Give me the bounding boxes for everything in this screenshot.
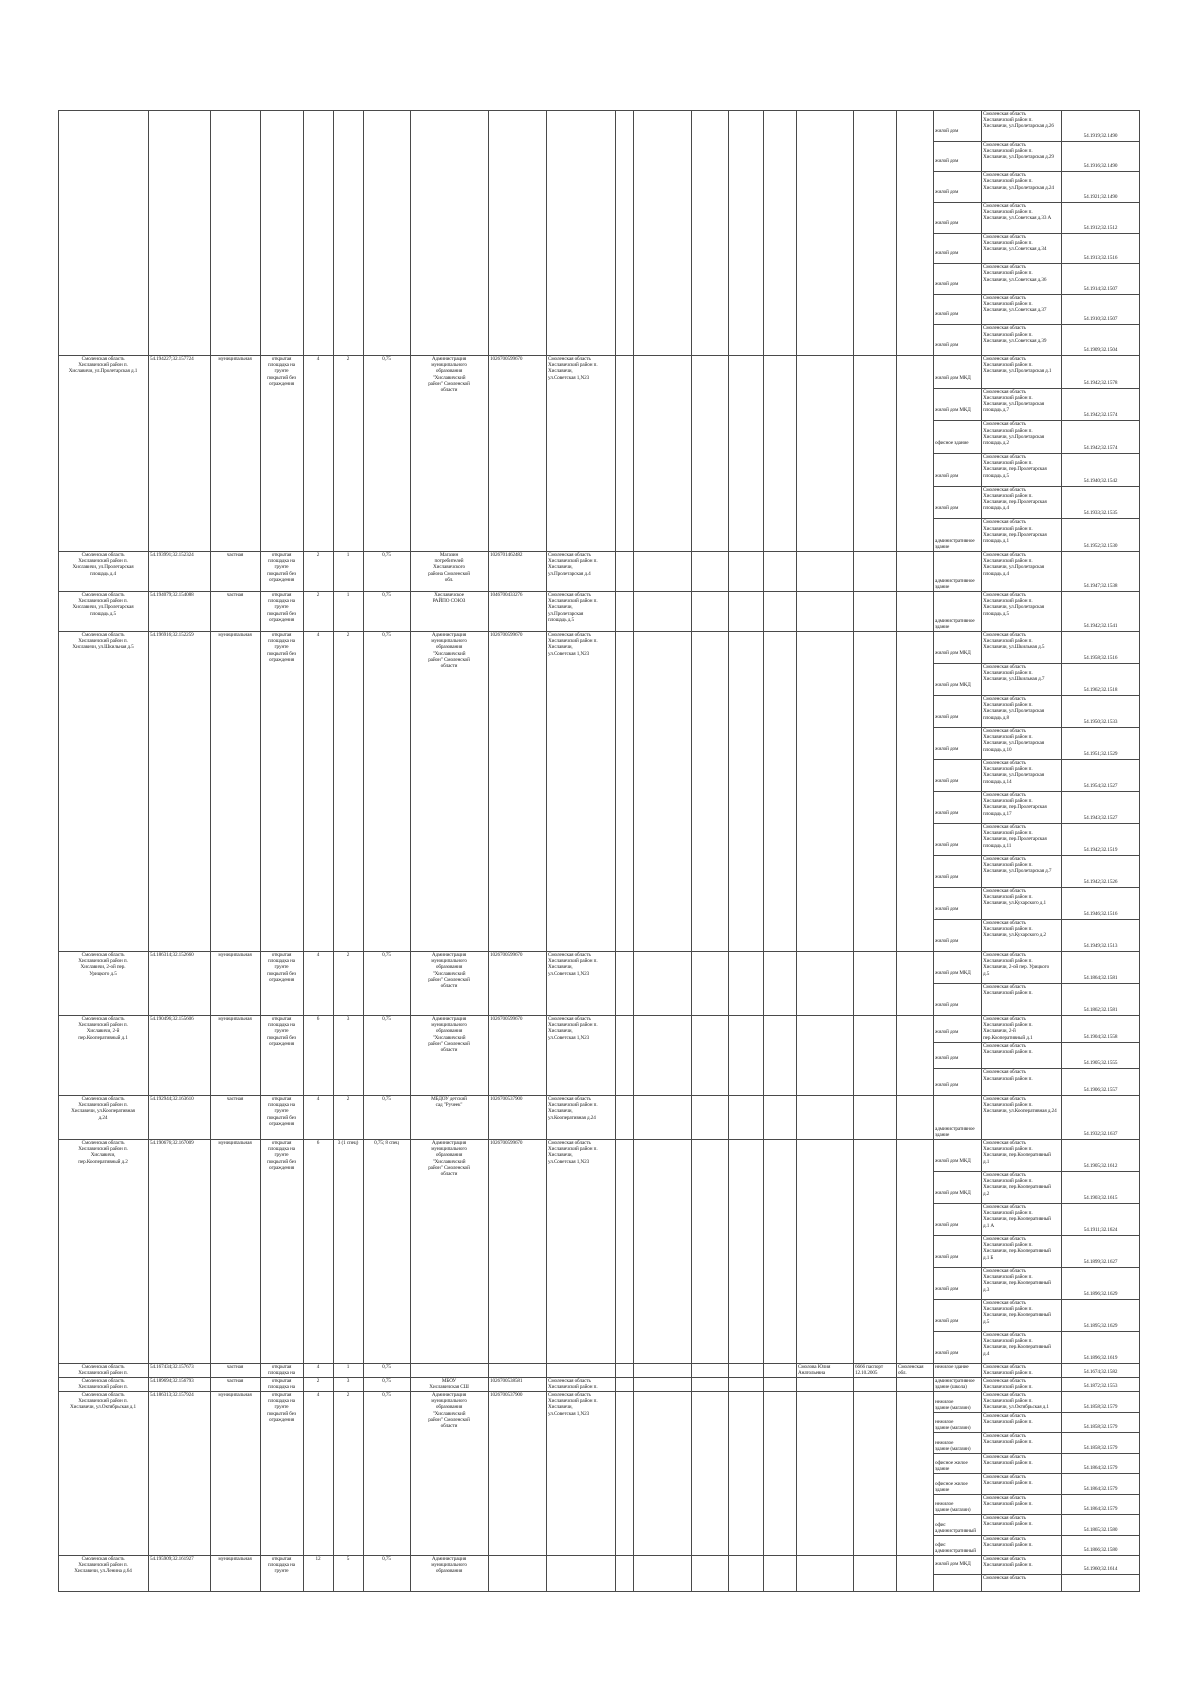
cell-ownership: муниципальная [218,1556,252,1562]
cell-building-coords: 54.1864;32.1579 [1083,1506,1118,1512]
cell-owner-ogrn: 1026700538581 [490,1378,523,1384]
cell-building-type: жилой дом [935,874,959,880]
column-divider [796,110,797,1592]
cell-ownership: муниципальная [218,1140,252,1146]
cell-volume: 0,75 [382,1556,391,1562]
cell-owner-ogrn: 1026700599670 [490,1140,523,1146]
cell-volume: 0,75 [382,1378,391,1384]
cell-location: Смоленская область Хиславичский район п. [78,1378,128,1390]
cell-building-coords: 54.1864;32.1579 [1083,1485,1118,1492]
cell-surface: открытая площадка на грунте покрытий без ограждения [267,1140,296,1171]
cell-location: Смоленская область Хиславичский район п. Хиславичи, ул.Шкильная д.5 [72,632,134,651]
cell-building-coords: 54.1899;32.1627 [1083,1259,1118,1265]
cell-building-address: Смоленская область Хиславичский район п. Хиславичи, 2-ой пер. Урицкого д.5 [983,952,1050,977]
cell-building-coords: 54.1905;32.1612 [1083,1163,1118,1169]
cell-location: Смоленская область Хиславичский район п. Хиславичи, пер.Кооперативный д.2 [78,1140,128,1165]
cell-building-type: административное здание [935,538,975,550]
cell-building-coords: 54.1858;32.1579 [1083,1444,1118,1451]
cell-building-address: Смоленская область Хиславичский район п. [983,1069,1033,1082]
cell-building-coords: 54.1911;32.1624 [1083,1227,1118,1233]
cell-building-address: Смоленская область Хиславичский район п. [983,1474,1033,1487]
cell-owner-name: Администрация муниципального образования "Хиславичский район" Смоленской области [428,1016,470,1054]
cell-building-address: Смоленская область Хиславичский район п. [983,1042,1033,1055]
cell-containers-planned: 1 [346,552,350,558]
cell-area: 6 [316,1016,320,1022]
cell-surface: открытая площадка на грунте [268,1556,295,1575]
cell-owner-ogrn: 1026700537900 [490,1096,523,1102]
cell-building-coords: 54.1858;32.1579 [1083,1403,1118,1410]
cell-building-coords: 54.1896;32.1629 [1083,1291,1118,1297]
cell-area: 4 [316,1392,320,1398]
cell-building-type: жилой дом МКД [935,1158,971,1164]
cell-building-coords: 54.1951;32.1529 [1083,751,1118,757]
cell-building-address: Смоленская область Хиславичский район п. Хиславичи, ул.Советская д.39 [983,325,1047,344]
cell-surface: открытая площадка на грунте покрытий без ограждения [267,1096,296,1127]
column-divider [488,110,489,1592]
cell-building-address: Смоленская область Хиславичский район п. Хиславичи, ул.Пролетарская площадь д.10 [983,728,1044,753]
cell-building-type: жилой дом [935,1318,959,1324]
cell-building-type: офис административный [935,1542,976,1554]
cell-coords: 54.194227;32.157724 [150,356,194,362]
cell-owner-address: Смоленская область Хиславичский район п. Хиславичи, ул.Пролетарская д.4 [548,552,598,577]
cell-owner-address: Смоленская область Хиславичский район п. Хиславичи, ул.Советская 1,N23 [548,952,598,977]
cell-building-address: Смоленская область Хиславичский район п. Хиславичи, пер.Пролетарская площадь д.11 [983,824,1047,849]
cell-building-coords: 54.1866;32.1580 [1083,1547,1118,1553]
cell-containers-planned: 3 [346,1378,350,1384]
cell-building-address: Смоленская область [983,1574,1026,1581]
cell-building-coords: 54.1896;32.1619 [1083,1355,1118,1361]
cell-location: Смоленская область Хиславичский район п. Хиславичи, ул.Октябрьская д.1 [70,1392,136,1411]
cell-building-coords: 54.1942;32.1578 [1083,379,1118,386]
cell-area: 2 [316,1378,320,1384]
cell-volume: 0,75 [382,1016,391,1022]
cell-owner-ogrn: 1026700599670 [490,1016,523,1022]
cell-building-coords: 54.1903;32.1615 [1083,1195,1118,1201]
cell-building-coords: 54.1940;32.1542 [1083,477,1118,484]
cell-building-address: Смоленская область Хиславичский район п. Хиславичи, ул.Советская д.37 [983,294,1047,314]
cell-containers-planned: 5 [346,1556,350,1562]
cell-building-coords: 54.1954;32.1527 [1083,783,1118,789]
cell-building-coords: 54.1919;32.1490 [1083,132,1118,139]
cell-owner-ogrn: 1026700599670 [490,632,523,638]
cell-building-address: Смоленская область Хиславичский район п. Хиславичи, ул.Пролетарская д.1 [983,356,1052,375]
cell-building-type: административное здание [935,618,975,630]
cell-area: 12 [315,1556,321,1562]
cell-containers-planned: 2 [346,952,350,958]
cell-building-address: Смоленская область Хиславичский район п. Хиславичи, ул.Кухарского д.2 [983,920,1047,939]
cell-location: Смоленская область Хиславичский район п. Хиславичи, ул.Пролетарская д.1 [68,356,138,375]
cell-building-type: офис административный [935,1521,976,1534]
cell-surface: открытая площадка на грунте покрытий без ограждения [267,1392,296,1423]
cell-building-type: жилой дом МКД [935,1560,971,1567]
cell-surface: открытая площадка на грунте покрытий без ограждения [267,1016,296,1047]
cell-building-type: жилой дом [935,219,959,226]
cell-ownership: частная [226,592,244,598]
cell-building-type: жилой дом [935,746,959,752]
cell-owner-ogrn: 1026700537900 [490,1392,523,1398]
cell-coords: 54.189694;32.156793 [150,1378,194,1384]
column-divider [333,110,334,1592]
cell-building-address: Смоленская область Хиславичский район п. Хиславичи, ул.Шкильная д.7 [983,664,1045,683]
cell-building-address: Смоленская область Хиславичский район п. Хиславичи, ул.Пролетарская площадь д.8 [983,696,1044,721]
cell-building-address: Смоленская область Хиславичский район п. Хиславичи, ул.Кооперативная д.24 [983,1096,1057,1115]
cell-coords: 54.186313;32.157924 [150,1392,194,1398]
cell-building-address: Смоленская область Хиславичский район п. [983,1433,1033,1446]
cell-building-type: жилой дом [935,1082,959,1088]
cell-building-address: Смоленская область Хиславичский район п. Хиславичи, пер.Кооперативный д.1 [983,1140,1051,1165]
cell-building-coords: 54.1864;32.1579 [1083,1465,1118,1471]
cell-ownership: муниципальная [218,356,252,362]
cell-volume: 0,75; 8 спец [374,1140,399,1146]
cell-coords: 54.186314;32.152660 [150,952,194,958]
cell-location: Смоленская область Хиславичский район п. Хиславичи, ул.Пролетарская площадь д.5 [72,592,134,617]
cell-building-address: Смоленская область Хиславичский район п. Хиславичи, ул.Пролетарская площадь д.4 [983,552,1044,577]
cell-surface: открытая площадка на [268,1364,295,1376]
cell-building-type: нежилое здание (магазин) [935,1439,971,1452]
cell-building-coords: 54.1949;32.1513 [1083,943,1118,949]
cell-location: Смоленская область Хиславичский район п. Хиславичи, ул.Кооперативная д.24 [71,1096,135,1121]
cell-building-type: жилой дом [935,842,959,848]
cell-location: Смоленская область Хиславичский район п. [78,1364,128,1376]
cell-volume: 0,75 [382,356,391,362]
cell-extra-owner-place: Смоленская обл. [898,1364,924,1376]
column-divider [896,110,897,1592]
cell-containers-planned: 2 [346,632,350,638]
cell-volume: 0,75 [382,1096,391,1102]
cell-ownership: муниципальная [218,632,252,638]
cell-building-address: Смоленская область Хиславичский район п. Хиславичи, ул.Октябрьская д.1 [983,1392,1049,1411]
column-divider [1139,110,1140,1592]
cell-area: 2 [316,592,320,598]
cell-ownership: частная [226,552,244,558]
cell-building-coords: 54.1906;32.1557 [1083,1087,1118,1093]
column-divider [981,110,982,1592]
cell-building-address: Смоленская область Хиславичский район п. Хиславичи, ул.Пролетарская площадь д.7 [983,388,1044,414]
cell-building-coords: 54.1943;32.1527 [1083,815,1118,821]
cell-building-coords: 54.1912;32.1512 [1083,224,1118,231]
cell-building-coords: 54.1947;32.1538 [1083,583,1118,589]
cell-building-address: Смоленская область Хиславичский район п. Хиславичи, пер.Кооперативный д.2 [983,1172,1051,1197]
cell-owner-name: Администрация муниципального образования "Хиславичский район" Смоленской области [428,1140,470,1178]
cell-surface: открытая площадка на грунте покрытий без ограждения [267,552,296,583]
cell-volume: 0,75 [382,952,391,958]
cell-area: 2 [316,552,320,558]
cell-owner-address: Смоленская область Хиславичский район п. Хиславичи, ул.Советская 1,N23 [548,1016,598,1041]
cell-area: 4 [316,1096,320,1102]
cell-owner-name: Администрация муниципального образования [431,1556,467,1575]
column-divider [303,110,304,1592]
cell-building-coords: 54.1933;32.1535 [1083,510,1118,517]
cell-building-address: Смоленская область Хиславичский район п. Хиславичи, пер.Кооперативный д.1 А [983,1204,1051,1229]
cell-building-type: жилой дом [935,250,959,257]
cell-building-type: нежилое здание (магазин) [935,1398,971,1411]
cell-building-type: жилой дом [935,158,959,165]
cell-owner-name: Магазин потребителей Хиславичского района Смоленской обл. [428,552,470,583]
cell-containers-planned: 2 [346,1392,350,1398]
cell-building-address: Смоленская область Хиславичский район п. Хиславичи, пер.Кооперативный д.3 [983,1268,1051,1293]
cell-building-type: жилой дом [935,810,959,816]
cell-coords: 54.190676;32.167009 [150,1140,194,1146]
cell-area: 4 [316,1364,320,1370]
cell-building-address: Смоленская область Хиславичский район п. Хиславичи, ул.Пролетарская д.29 [983,141,1054,161]
cell-owner-name: Администрация муниципального образования "Хиславичский район" Смоленской области [428,632,470,670]
cell-containers-planned: 3 [346,1016,350,1022]
cell-owner-name: Администрация муниципального образования "Хиславичский район" Смоленской области [428,952,470,990]
cell-building-coords: 54.1942;32.1574 [1083,412,1118,419]
cell-area: 4 [316,952,320,958]
cell-building-coords: 54.1950;32.1533 [1083,719,1118,725]
cell-ownership: муниципальная [218,1016,252,1022]
cell-building-type: жилой дом МКД [935,970,971,976]
cell-area: 4 [316,632,320,638]
cell-building-coords: 54.1952;32.1530 [1083,543,1118,549]
cell-location: Смоленская область Хиславичский район п. Хиславичи, 2-ой пер. Урицкого д.5 [78,952,128,977]
cell-surface: открытая площадка на грунте покрытий без ограждения [267,952,296,983]
cell-volume: 0,75 [382,632,391,638]
cell-building-coords: 54.1913;32.1516 [1083,255,1118,262]
cell-building-type: жилой дом [935,472,959,479]
cell-coords: 54.167434;32.157673 [150,1364,194,1370]
cell-owner-name: Хиславичское РАЙПО СОЮЗ [432,592,466,605]
cell-building-address: Смоленская область Хиславичский район п. [983,1453,1033,1466]
cell-building-type: жилой дом МКД [935,682,971,688]
cell-building-type: жилой дом [935,1222,959,1228]
cell-owner-address: Смоленская область Хиславичский район п. Хиславичи, ул.Советская 1,N23 [548,632,598,657]
cell-building-coords: 54.1958;32.1516 [1083,655,1118,661]
cell-owner-name: Администрация муниципального образования "Хиславичский район" Смоленской области [428,356,470,394]
cell-location: Смоленская область Хиславичский район п. Хиславичи, ул.Ленина д.64 [74,1556,132,1575]
cell-building-type: офисное жилое здание [935,1480,968,1493]
cell-coords: 54.196916;32.152259 [150,632,194,638]
cell-building-address: Смоленская область Хиславичский район п. Хиславичи, пер.Пролетарская площадь д.1 [983,519,1047,544]
cell-volume: 0,75 [382,1364,391,1370]
cell-building-coords: 54.1962;32.1518 [1083,687,1118,693]
cell-building-type: жилой дом [935,1286,959,1292]
cell-building-coords [1063,1584,1138,1591]
cell-building-type: жилой дом [935,938,959,944]
cell-building-type: офисное жилое здание [935,1460,968,1472]
cell-building-type: жилой дом [935,505,959,512]
cell-volume: 0,75 [382,552,391,558]
cell-building-address: Смоленская область Хиславичский район п. Хиславичи, ул.Пролетарская д.26 [983,111,1054,130]
cell-containers-planned: 1 [346,592,350,598]
cell-surface: открытая площадка на грунте покрытий без ограждения [267,356,296,387]
cell-building-address: Смоленская область Хиславичский район п. Хиславичи, пер.Пролетарская площадь д.5 [983,454,1047,479]
cell-building-address: Смоленская область Хиславичский район п. Хиславичи, ул.Пролетарская д.24 [983,172,1054,191]
cell-ownership: муниципальная [218,952,252,958]
cell-building-type: административное здание [935,1126,975,1138]
column-divider [933,110,934,1592]
cell-building-coords: 54.1895;32.1629 [1083,1323,1118,1329]
cell-building-address: Смоленская область Хиславичский район п. Хиславичи, пер.Пролетарская площадь д.17 [983,792,1047,817]
cell-owner-name: Администрация муниципального образования "Хиславичский район" Смоленской области [428,1392,470,1430]
cell-coords: 54.192944;32.163610 [150,1096,194,1102]
column-divider [763,110,764,1592]
cell-building-coords: 54.1942;32.1574 [1083,445,1118,451]
column-divider [210,110,211,1592]
cell-containers-planned: 2 [346,1096,350,1102]
cell-building-coords: 54.1946;32.1516 [1083,911,1118,917]
cell-coords: 54.194079;32.154088 [150,592,194,598]
cell-building-type: жилой дом [935,1254,959,1260]
column-divider [148,110,149,1592]
cell-building-coords: 54.1914;32.1507 [1083,285,1118,292]
cell-building-coords: 54.1909;32.1504 [1083,347,1118,353]
cell-coords: 54.190496;32.155606 [150,1016,194,1022]
row-divider [58,1591,1140,1592]
cell-building-type: жилой дом МКД [935,407,971,414]
cell-building-coords: 54.1674;32.1582 [1083,1369,1118,1375]
cell-building-type: жилой дом [935,342,959,348]
cell-building-address: Смоленская область Хиславичский район п. [983,1535,1033,1548]
column-divider [410,110,411,1592]
cell-building-type: жилой дом [935,1028,959,1035]
cell-surface: открытая площадка на [268,1378,295,1390]
cell-location: Смоленская область Хиславичский район п. Хиславичи, 2-й пер.Кооперативный д.1 [78,1016,128,1041]
cell-building-type: нежилое здание [935,1364,969,1370]
column-divider [728,110,729,1592]
cell-building-type: жилой дом МКД [935,374,971,381]
cell-building-coords: 54.1865;32.1580 [1083,1526,1118,1533]
cell-owner-name: МБОУ Хиславичская СШ [429,1378,469,1390]
cell-building-address: Смоленская область Хиславичский район п. Хиславичи, ул.Кухарского д.1 [983,888,1047,907]
cell-area: 6 [316,1140,320,1146]
cell-building-address: Смоленская область Хиславичский район п. Хиславичи, пер.Пролетарская площадь д.4 [983,486,1047,512]
cell-building-coords: 54.1960;32.1614 [1083,1565,1118,1572]
cell-containers-planned: 1 [346,1364,350,1370]
cell-building-address: Смоленская область Хиславичский район п. Хиславичи, ул.Советская д.36 [983,264,1047,283]
cell-building-address: Смоленская область Хиславичский район п. Хиславичи, ул.Пролетарская площадь д.5 [983,592,1044,617]
cell-surface: открытая площадка на грунте покрытий без ограждения [267,632,296,663]
cell-owner-ogrn: 1026700599670 [490,356,523,362]
cell-building-address: Смоленская область Хиславичский район п. [983,1412,1033,1425]
cell-building-type [935,1579,979,1591]
cell-building-address: Смоленская область Хиславичский район п. Хиславичи, ул.Шкильная д.5 [983,632,1045,651]
cell-building-type: жилой дом МКД [935,1190,971,1196]
cell-owner-address: Смоленская область Хиславичский район п. Хиславичи, ул.Пролетарская площадь д.5 [548,592,598,623]
column-divider [363,110,364,1592]
cell-building-address: Смоленская область Хиславичский район п. [983,1494,1033,1507]
cell-ownership: муниципальная [218,1392,252,1398]
cell-building-type: нежилое здание (магазин) [935,1501,971,1513]
cell-building-address: Смоленская область Хиславичский район п. Хиславичи, ул.Пролетарская площадь д.2 [983,421,1044,446]
cell-location: Смоленская область Хиславичский район п. Хиславичи, ул.Пролетарская площадь д.4 [72,552,134,577]
cell-building-coords: 54.1921;32.1490 [1083,193,1118,200]
cell-containers-planned: 3 (1 спец) [337,1140,359,1146]
cell-building-type: жилой дом [935,127,959,134]
cell-volume: 0,75 [382,1392,391,1398]
cell-building-coords: 54.1904;32.1558 [1083,1033,1118,1040]
cell-extra-owner-name: Смолова Юлия Анатольевна [798,1364,831,1376]
cell-building-address: Смоленская область Хиславичский район п. [983,1364,1033,1376]
cell-containers-planned: 2 [346,356,350,362]
cell-building-address: Смоленская область Хиславичский район п. [983,1556,1033,1569]
cell-building-type: жилой дом [935,906,959,912]
cell-building-coords: 54.1862;32.1581 [1083,1007,1118,1013]
cell-building-coords: 54.1910;32.1507 [1083,316,1118,323]
cell-ownership: частная [226,1364,244,1370]
column-divider [615,110,616,1592]
cell-owner-name: МБДОУ детский сад "Ручеек" [431,1096,467,1109]
column-divider [633,110,634,1592]
cell-coords: 54.195909;32.161927 [150,1556,194,1562]
cell-owner-address: Смоленская область Хиславичский район п. Хиславичи, ул.Кооперативная д.24 [548,1096,598,1121]
cell-building-coords: 54.1942;32.1519 [1083,847,1118,853]
cell-owner-ogrn: 1026701462482 [490,552,523,558]
cell-building-address: Смоленская область Хиславичский район п. Хиславичи, ул.Пролетарская площадь д.14 [983,760,1044,785]
column-divider [853,110,854,1592]
cell-building-type: жилой дом [935,188,959,195]
register-table [58,110,1140,1592]
row-divider [58,110,1140,111]
cell-ownership: частная [226,1378,244,1384]
cell-owner-address: Смоленская область Хиславичский район п. Хиславичи, ул.Советская 1,N23 [548,1140,598,1165]
column-divider [1061,110,1062,1592]
cell-building-address: Смоленская область Хиславичский район п. Хиславичи, пер.Кооперативный д.1 Б [983,1236,1051,1261]
cell-building-coords: 54.1942;32.1541 [1083,623,1118,629]
cell-owner-address: Смоленская область Хиславичский район п. Хиславичи, ул.Советская 1,N23 [548,1392,598,1417]
column-divider [260,110,261,1592]
cell-building-address: Смоленская область Хиславичский район п. [983,1378,1033,1390]
cell-building-coords: 54.1905;32.1555 [1083,1060,1118,1067]
cell-building-coords: 54.1858;32.1579 [1083,1424,1118,1430]
cell-owner-address: Смоленская область Хиславичский район п. Хиславичи, ул.Советская 1,N23 [548,356,598,381]
cell-building-type: жилой дом [935,1002,959,1008]
cell-area: 4 [316,356,320,362]
cell-building-coords: 54.1916;32.1490 [1083,163,1118,170]
cell-ownership: частная [226,1096,244,1102]
cell-building-coords: 54.1942;32.1526 [1083,879,1118,885]
cell-building-address: Смоленская область Хиславичский район п. [983,984,1033,997]
cell-building-address: Смоленская область Хиславичский район п. Хиславичи, ул.Пролетарская д.7 [983,856,1052,875]
cell-building-type: жилой дом МКД [935,650,971,656]
cell-surface: открытая площадка на грунте покрытий без ограждения [267,592,296,623]
cell-building-type: жилой дом [935,280,959,287]
cell-extra-owner-reg: 6666 паспорт 12.10.2005 [855,1364,884,1376]
cell-building-type: жилой дом [935,311,959,318]
cell-building-address: Смоленская область Хиславичский район п. Хиславичи, пер.Кооперативный д.4 [983,1332,1051,1357]
cell-building-coords: 54.1932;32.1637 [1083,1131,1118,1137]
cell-building-address: Смоленская область Хиславичский район п. Хиславичи, 2-й пер.Кооперативный д.1 [983,1016,1033,1041]
cell-building-type: жилой дом [935,1055,959,1062]
cell-building-type: административное здание [935,578,975,590]
cell-coords: 54.193991;32.152324 [150,552,194,558]
cell-building-address: Смоленская область Хиславичский район п. Хиславичи, пер.Кооперативный д.5 [983,1300,1051,1325]
cell-owner-ogrn: 1046700433276 [490,592,523,598]
column-divider [546,110,547,1592]
cell-owner-address: Смоленская область Хиславичский район п. [548,1378,598,1390]
cell-building-type: жилой дом [935,1350,959,1356]
cell-owner-ogrn: 1026700599670 [490,952,523,958]
cell-building-type: административное здание (школа) [935,1378,975,1390]
column-divider [691,110,692,1592]
cell-building-coords: 54.1864;32.1581 [1083,975,1118,981]
cell-building-address: Смоленская область Хиславичский район п. Хиславичи, ул.Советская д.33 А [983,202,1052,222]
cell-building-coords: 54.1872;32.1553 [1083,1383,1118,1389]
column-divider [58,110,59,1592]
cell-building-address: Смоленская область Хиславичский район п. [983,1515,1033,1528]
cell-building-type: жилой дом [935,714,959,720]
cell-building-type: нежилое здание (магазин) [935,1419,971,1431]
cell-volume: 0,75 [382,592,391,598]
cell-building-type: жилой дом [935,778,959,784]
cell-building-address: Смоленская область Хиславичский район п. Хиславичи, ул.Советская д.34 [983,233,1047,252]
cell-building-type: офисное здание [935,440,969,446]
